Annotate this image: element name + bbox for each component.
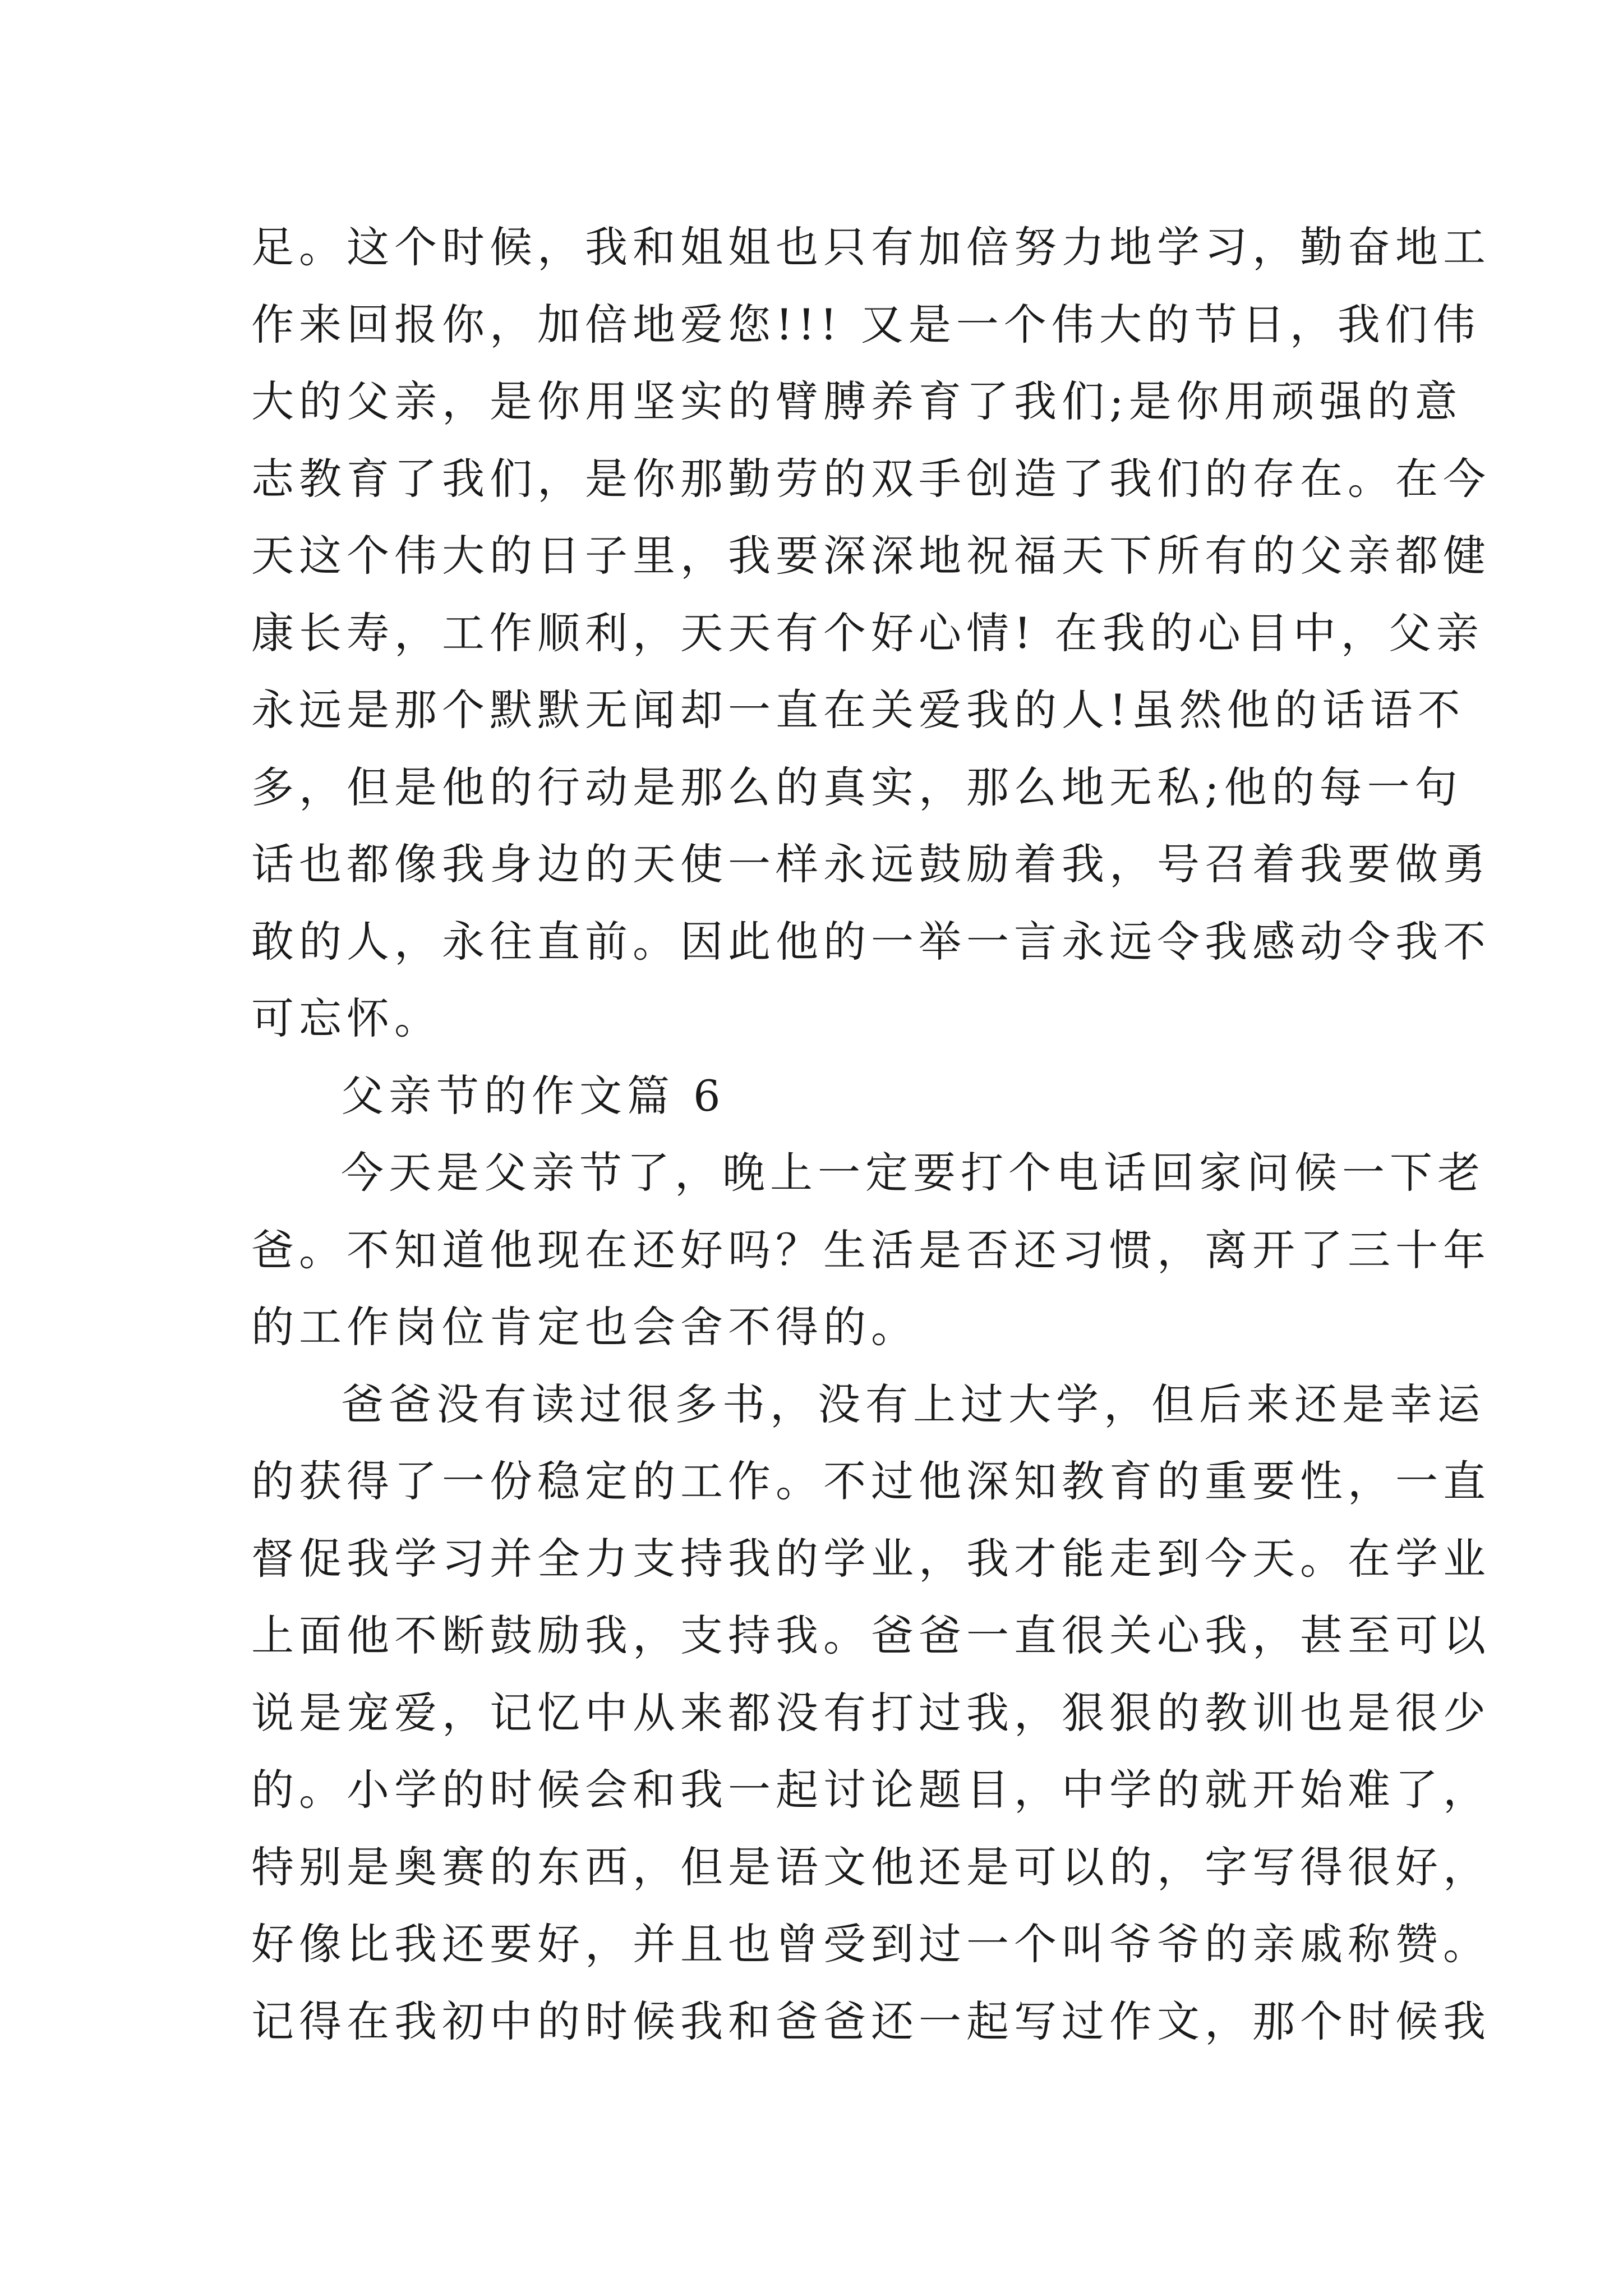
- text-line: 永远是那个默默无闻却一直在关爱我的人!虽然他的话语不: [251, 685, 1465, 735]
- text-line: 康长寿，工作顺利，天天有个好心情! 在我的心目中，父亲: [251, 608, 1484, 658]
- text-line: 足。这个时候，我和姐姐也只有加倍努力地学习，勤奋地工: [251, 222, 1491, 272]
- text-line: 特别是奥赛的东西，但是语文他还是可以的，字写得很好，: [251, 1842, 1491, 1892]
- document-body: [251, 209, 1491, 2060]
- paragraph-continuation: [251, 209, 1491, 1057]
- section-heading: 父亲节的作文篇 6: [341, 1070, 726, 1121]
- text-line: 的工作岗位肯定也会舍不得的。: [251, 1302, 919, 1352]
- text-line: 作来回报你，加倍地爱您!!! 又是一个伟大的节日，我们伟: [251, 299, 1481, 349]
- text-line: 的获得了一份稳定的工作。不过他深知教育的重要性，一直: [251, 1456, 1491, 1506]
- text-line: 上面他不断鼓励我，支持我。爸爸一直很关心我，甚至可以: [251, 1611, 1491, 1660]
- text-line: 大的父亲，是你用坚实的臂膊养育了我们;是你用顽强的意: [251, 376, 1463, 426]
- text-line: 可忘怀。: [251, 993, 442, 1043]
- text-line: 说是宠爱，记忆中从来都没有打过我，狠狠的教训也是很少: [251, 1687, 1491, 1738]
- paragraph-1: [251, 1134, 1491, 1366]
- text-line: 今天是父亲节了，晚上一定要打个电话回家问候一下老: [341, 1148, 1485, 1198]
- text-line: 督促我学习并全力支持我的学业，我才能走到今天。在学业: [251, 1533, 1491, 1584]
- text-line: 多，但是他的行动是那么的真实，那么地无私;他的每一句: [251, 762, 1463, 812]
- text-line: 的。小学的时候会和我一起讨论题目，中学的就开始难了，: [251, 1765, 1491, 1815]
- text-line: 好像比我还要好，并且也曾受到过一个叫爷爷的亲戚称赞。: [251, 1919, 1491, 1969]
- text-line: 爸。不知道他现在还好吗？生活是否还习惯，离开了三十年: [251, 1225, 1491, 1275]
- text-line: 记得在我初中的时候我和爸爸还一起写过作文，那个时候我: [251, 1996, 1491, 2046]
- text-line: 爸爸没有读过很多书，没有上过大学，但后来还是幸运: [341, 1379, 1485, 1429]
- paragraph-2: [251, 1366, 1491, 2060]
- text-line: 敢的人，永往直前。因此他的一举一言永远令我感动令我不: [251, 916, 1491, 967]
- text-line: 志教育了我们，是你那勤劳的双手创造了我们的存在。在今: [251, 453, 1491, 504]
- text-line: 话也都像我身边的天使一样永远鼓励着我，号召着我要做勇: [251, 839, 1491, 889]
- text-line: 天这个伟大的日子里，我要深深地祝福天下所有的父亲都健: [251, 531, 1491, 581]
